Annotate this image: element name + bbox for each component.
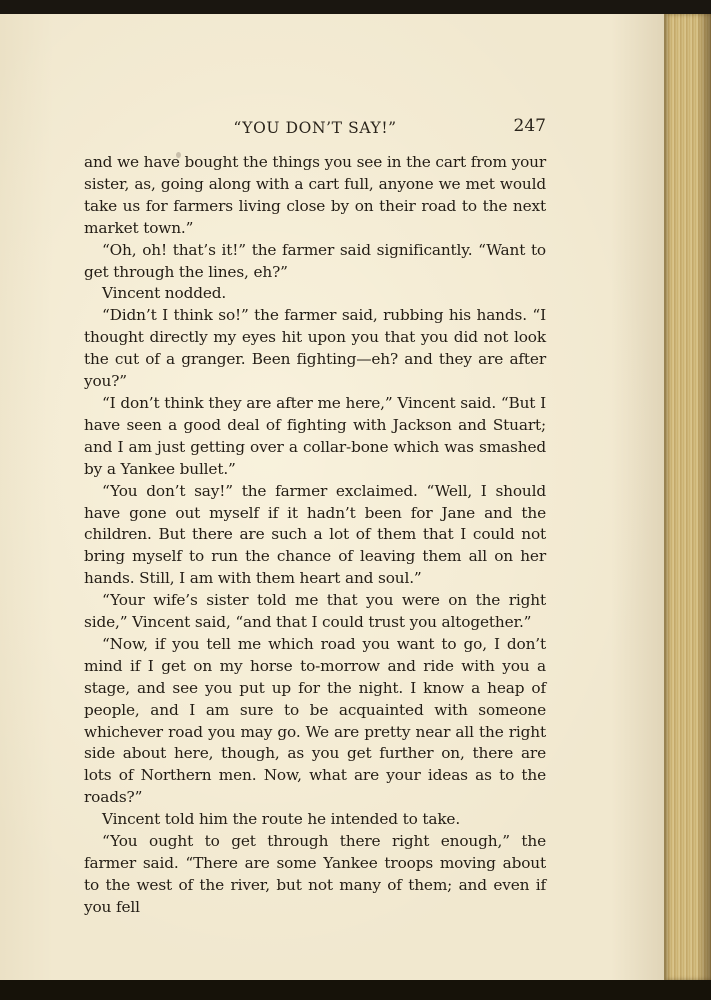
paragraph: Vincent told him the route he intended to take. — [102, 810, 461, 829]
paragraph: “Now, if you tell me which road you want to go, I don’t mind if I get on my horse to-morrow and ride with you a stage, and see you put up for the night. I know a heap of people, and I am sure to be acquainted with someone whichever road you may go. We are pretty near all the right side about here, though, as you get further on, there are lots of Northern men. Now, what are your ideas as to the roads?” — [84, 634, 546, 807]
paragraph: “I don’t think they are after me here,” Vincent said. “But I have seen a good deal of fighting with Jackson and Stuart; and I am just getting over a collar-bone which was smashed by a Yankee bullet.” — [84, 393, 546, 478]
running-head: “YOU DON’T SAY!” — [233, 119, 397, 137]
paragraph: “Didn’t I think so!” the farmer said, rubbing his hands. “I thought directly my eyes hit upon you that you did not look the cut of a granger. Been fighting—eh? and they are after you?” — [84, 306, 546, 391]
paragraph: “Oh, oh! that’s it!” the farmer said significantly. “Want to get through the lines, eh?” — [84, 240, 546, 281]
page-number: 247 — [513, 116, 546, 136]
scan-bottom-border — [0, 980, 711, 1000]
page-header — [84, 116, 546, 138]
paragraph: “You ought to get through there right enough,” the farmer said. “There are some Yankee troops moving about to the west of the river, but not many of them; and even if you fell — [84, 832, 546, 916]
fore-edge-shadow — [697, 14, 711, 980]
page-fore-edge — [664, 14, 711, 980]
paragraph: “You don’t say!” the farmer exclaimed. “Well, I should have gone out myself if it hadn’t been for Jane and the children. But there are such a lot of them that I could not bring myself to run the chance of leaving them all on her hands. Still, I am with them heart and soul.” — [84, 481, 546, 588]
paragraph: Vincent nodded. — [102, 284, 227, 303]
paragraph: “Your wife’s sister told me that you were on the right side,” Vincent said, “and that I could trust you altogether.” — [84, 591, 546, 632]
paragraph: and we have bought the things you see in the cart from your sister, as, going along with a cart full, anyone we met would take us for farmers living close by on their road to the next market town.” — [84, 153, 546, 237]
body-text — [84, 152, 546, 919]
